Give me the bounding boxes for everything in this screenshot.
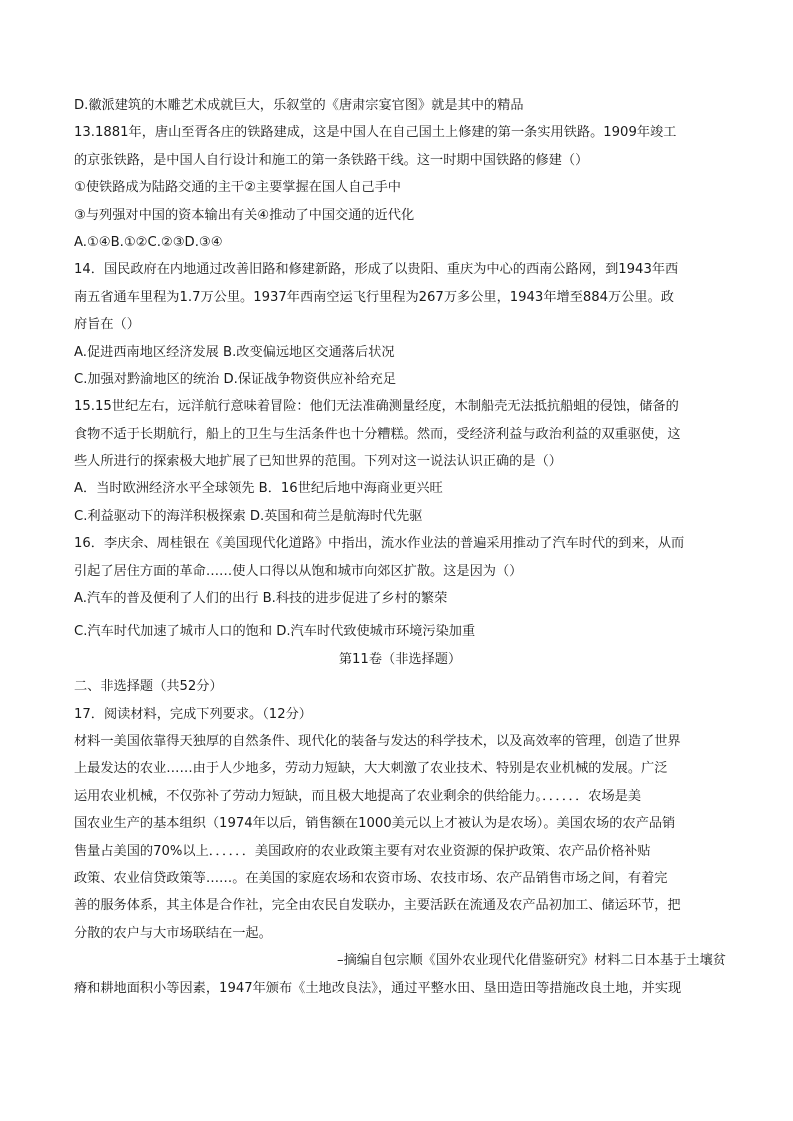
section-heading: 第11卷（非选择题）: [338, 651, 462, 667]
source-citation: –摘编自包宗顺《国外农业现代化借鉴研究》材料二日本基于土壤贫: [336, 953, 726, 969]
text-line: 府旨在（）: [74, 317, 140, 333]
question-16-line: 16．李庆余、周桂银在《美国现代化道路》中指出，流水作业法的普遍采用推动了汽车时代的到来，从而: [74, 536, 685, 552]
material-line: 善的服务体系，其主体是合作社，完全由农民自发联办，主要活跃在流通及农产品初加工、储运环节，把: [74, 898, 681, 914]
answer-options: A.促进西南地区经济发展 B.改变偏远地区交通落后状况: [74, 344, 395, 360]
answer-options: A.汽车的普及便利了人们的出行 B.科技的进步促进了乡村的繁荣: [74, 591, 448, 607]
material-line: 政策、农业信贷政策等……。在美国的家庭农场和农资市场、农技市场、农产品销售市场之间，有着完: [74, 870, 668, 886]
material-line: 材料一美国依靠得天独厚的自然条件、现代化的装备与发达的科学技术，以及高效率的管理，创造了世界: [74, 733, 681, 749]
text-line: 的京张铁路，是中国人自行设计和施工的第一条铁路干线。这一时期中国铁路的修建（）: [74, 152, 589, 168]
material-line: 上最发达的农业……由于人少地多，劳动力短缺，大大刺激了农业技术、特别是农业机械的发展。广泛: [74, 761, 668, 777]
text-line: 引起了居住方面的革命……使人口得以从饱和城市向郊区扩散。这是因为（）: [74, 563, 523, 579]
material-line: 瘠和耕地面积小等因素，1947年颁布《土地改良法》，通过平整水田、垦田造田等措施改良土地，并实现: [74, 980, 682, 996]
text-line: 南五省通车里程为1.7万公里。1937年西南空运飞行里程为267万多公里，1943年增至884万公里。政: [74, 289, 674, 305]
material-line: 运用农业机械，不仅弥补了劳动力短缺，而且极大地提高了农业剩余的供给能力。．．．．．．农场是美: [74, 788, 642, 804]
question-15-line: 15.15世纪左右，远洋航行意味着冒险：他们无法准确测量经度，木制船壳无法抵抗船蛆的侵蚀，储备的: [74, 399, 679, 415]
document-body: [74, 92, 726, 1002]
text-line: 些人所进行的探索极大地扩展了已知世界的范围。下列对这一说法认识正确的是（）: [74, 454, 562, 470]
answer-options: A．当时欧洲经济水平全球领先 B．16世纪后地中海商业更兴旺: [74, 481, 443, 497]
answer-options: C.利益驱动下的海洋积极探索 D.英国和荷兰是航海时代先驱: [74, 508, 423, 524]
part-heading: 二、非选择题（共52分）: [74, 679, 223, 695]
material-line: 分散的农户与大市场联结在一起。: [74, 925, 272, 941]
question-17-line: 17．阅读材料，完成下列要求。（12分）: [74, 706, 312, 722]
answer-options: A.①④B.①②C.②③D.③④: [74, 234, 223, 250]
text-line: D.徽派建筑的木雕艺术成就巨大，乐叙堂的《唐肃宗宴官图》就是其中的精品: [74, 98, 524, 113]
text-line: 食物不适于长期航行，船上的卫生与生活条件也十分糟糕。然而，受经济利益与政治利益的双重驱使，这: [74, 426, 681, 442]
question-14-line: 14．国民政府在内地通过改善旧路和修建新路，形成了以贵阳、重庆为中心的西南公路网，到1943年西: [74, 262, 679, 278]
text-line: ①使铁路成为陆路交通的主干②主要掌握在国人自己手中: [74, 180, 401, 196]
material-line: 国农业生产的基本组织（1974年以后，销售额在1000美元以上才被认为是农场）。美国农场的农产品销: [74, 816, 676, 832]
material-line: 售量占美国的70%以上．．．．．．美国政府的农业政策主要有对农业资源的保护政策、农产品价格补贴: [74, 843, 651, 859]
answer-options: C.汽车时代加速了城市人口的饱和 D.汽车时代致使城市环境污染加重: [74, 624, 476, 640]
text-line: ③与列强对中国的资本输出有关④推动了中国交通的近代化: [74, 207, 415, 223]
question-13-line: 13.1881年，唐山至胥各庄的铁路建成，这是中国人在自己国土上修建的第一条实用铁路。1909年竣工: [74, 125, 677, 141]
answer-options: C.加强对黔渝地区的统治 D.保证战争物资供应补给充足: [74, 371, 397, 387]
